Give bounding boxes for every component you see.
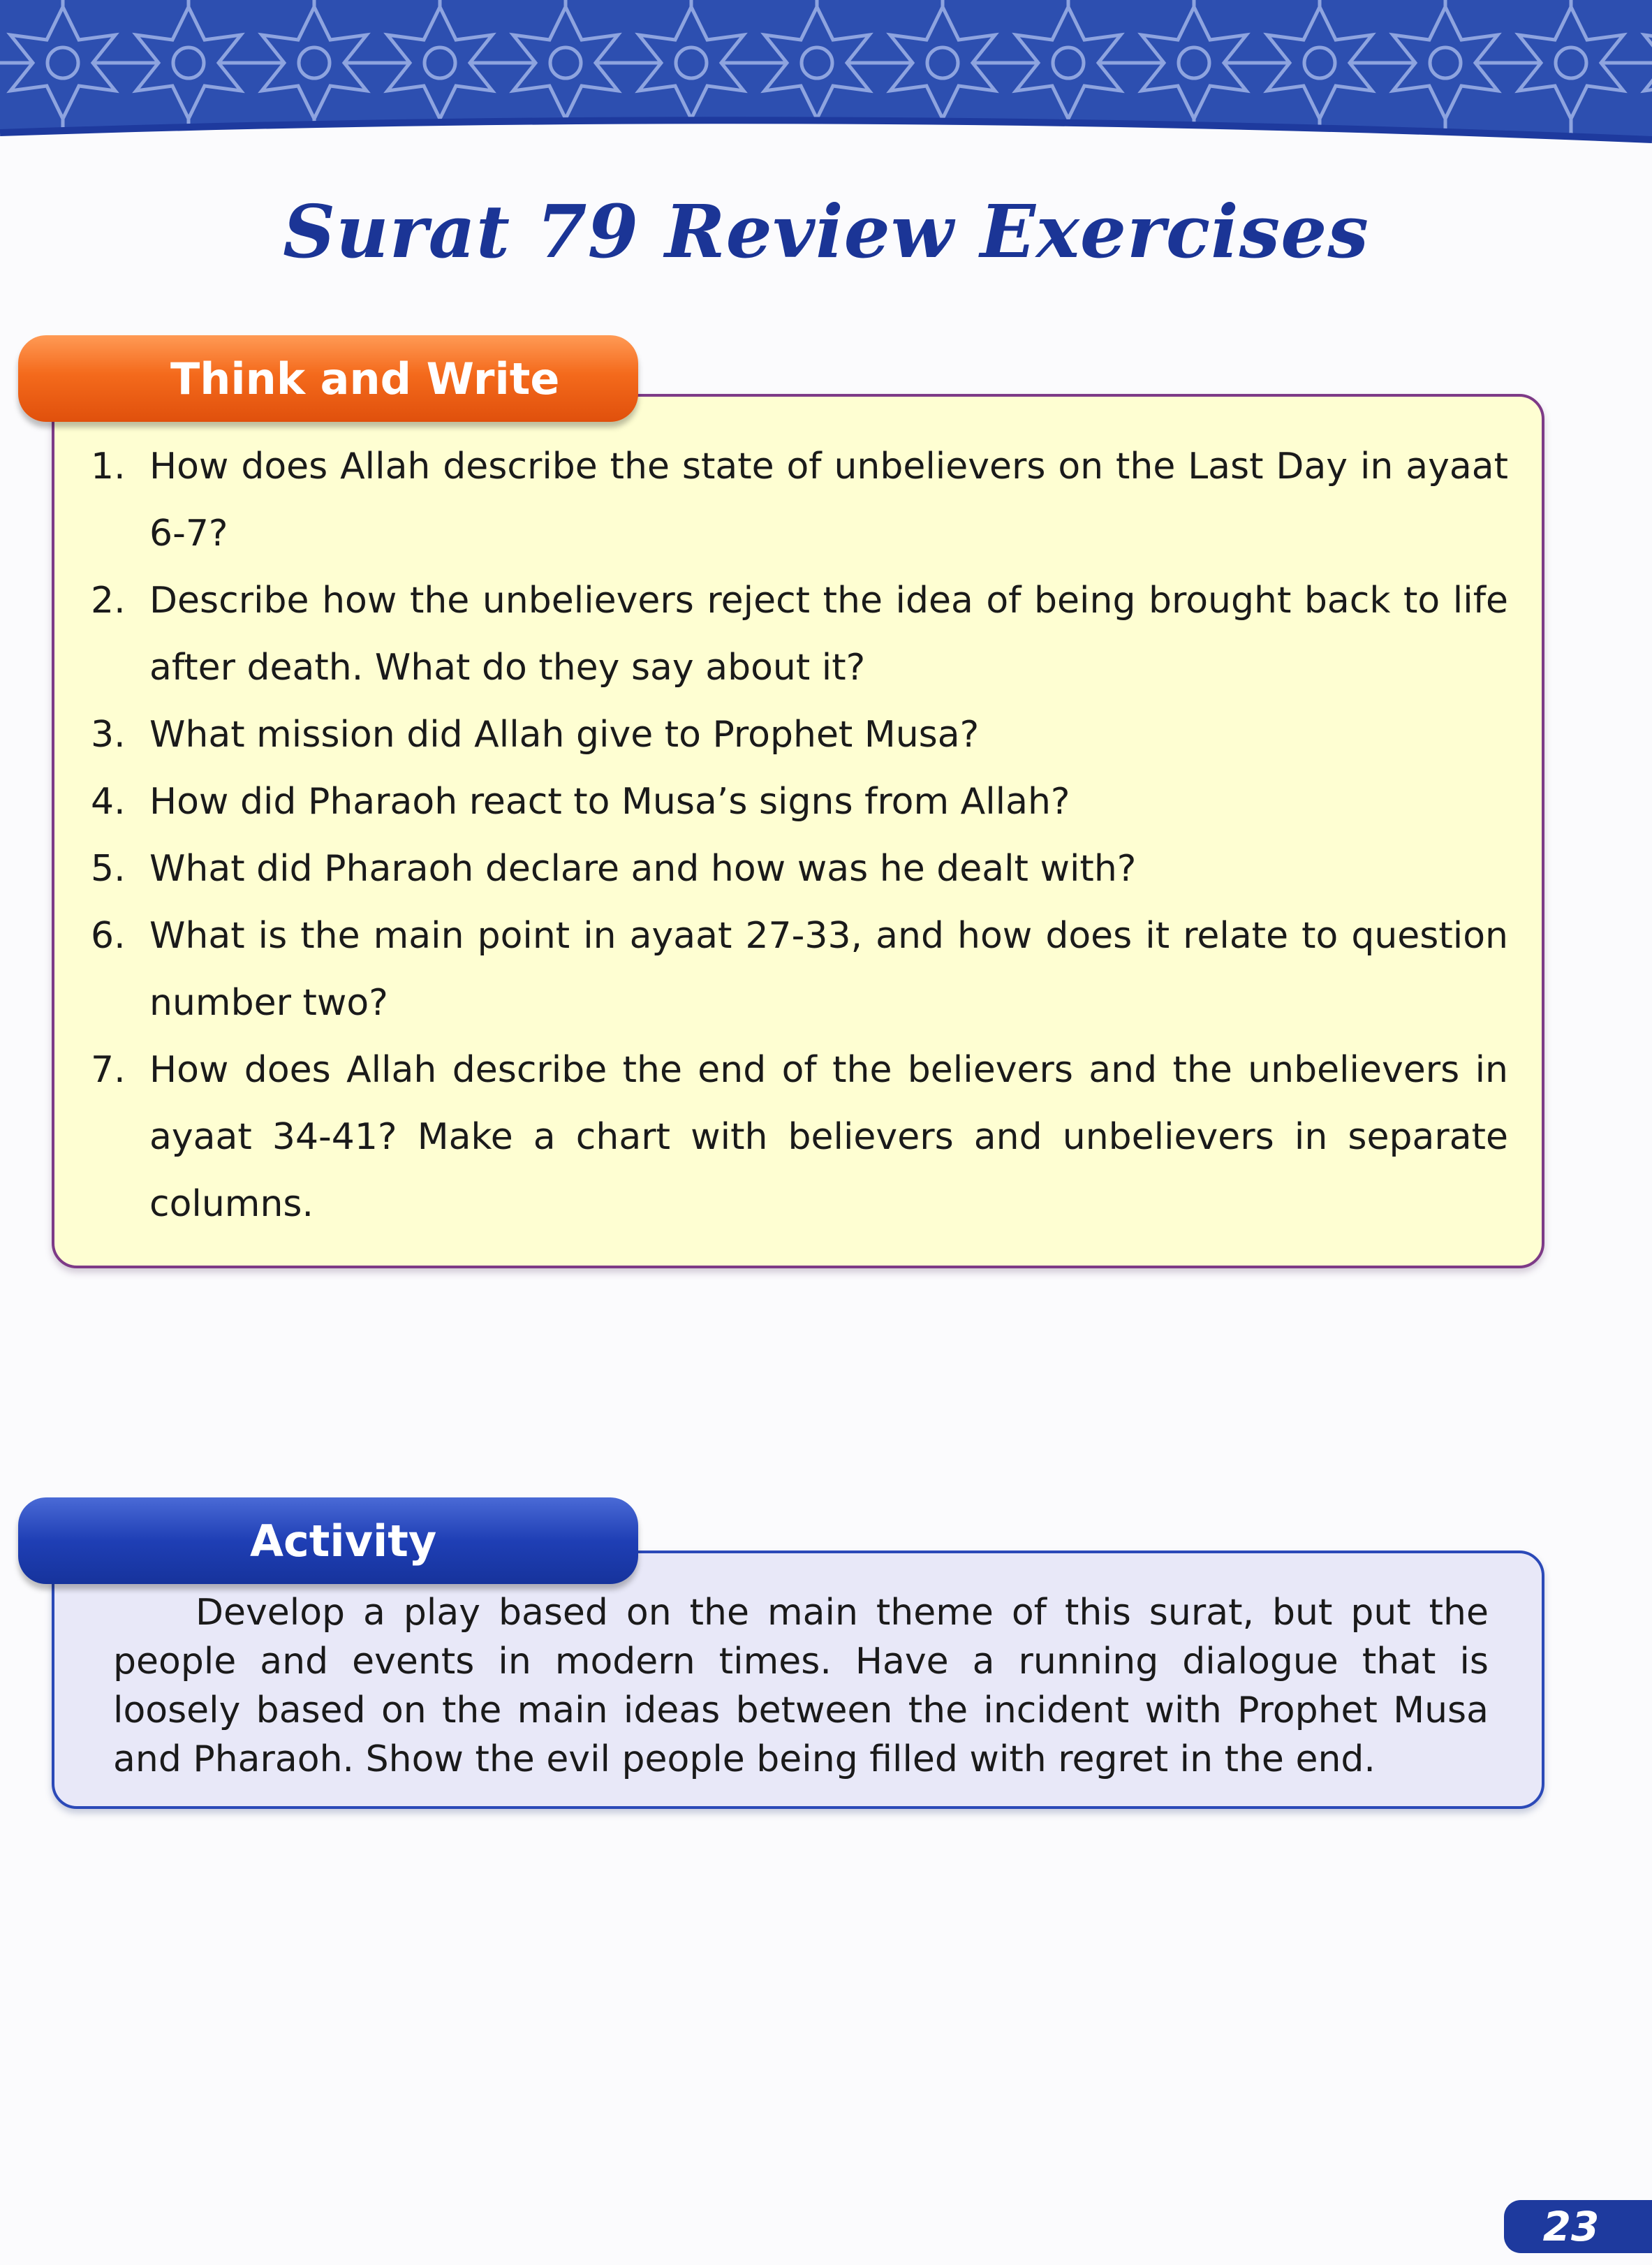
question-item — [91, 433, 1508, 567]
question-item — [91, 1036, 1508, 1238]
question-number: 4. — [91, 781, 126, 823]
activity-heading: Activity — [250, 1516, 437, 1567]
question-text: What did Pharaoh declare and how was he dealt with? — [149, 848, 1137, 890]
question-number: 1. — [91, 446, 126, 488]
question-item — [91, 768, 1508, 835]
question-item — [91, 701, 1508, 768]
question-text: What is the main point in ayaat 27-33, and how does it relate to question number two? — [149, 915, 1508, 1024]
question-number: 2. — [91, 580, 126, 622]
question-text: Describe how the unbelievers reject the idea of being brought back to life after death. What do they say about it? — [149, 580, 1508, 689]
question-number: 3. — [91, 714, 126, 756]
question-text: What mission did Allah give to Prophet Musa? — [149, 714, 980, 756]
question-text: How does Allah describe the state of unbelievers on the Last Day in ayaat 6-7? — [149, 446, 1508, 555]
activity-text: Develop a play based on the main theme of this surat, but put the people and events in modern times. Have a running dialogue that is loosely based on the main ideas between the incident with Prophet Musa and Pharaoh. Show the evil people being filled with regret in the end. — [113, 1592, 1489, 1780]
question-number: 7. — [91, 1049, 126, 1091]
think-and-write-heading: Think and Write — [170, 353, 560, 404]
page-number: 23 — [1504, 2200, 1652, 2253]
page-title: Surat 79 Review Exercises — [283, 189, 1369, 274]
question-item — [91, 902, 1508, 1036]
question-number: 6. — [91, 915, 126, 957]
question-item — [91, 567, 1508, 701]
question-number: 5. — [91, 848, 126, 890]
question-item — [91, 835, 1508, 902]
question-text: How did Pharaoh react to Musa’s signs from Allah? — [149, 781, 1070, 823]
think-and-write-tab — [18, 335, 638, 422]
activity-tab — [18, 1497, 638, 1584]
question-list — [91, 433, 1508, 1238]
decorative-banner — [0, 0, 1652, 154]
question-text: How does Allah describe the end of the believers and the unbelievers in ayaat 34-41? Make a chart with believers and unbelievers in separate columns. — [149, 1049, 1508, 1225]
